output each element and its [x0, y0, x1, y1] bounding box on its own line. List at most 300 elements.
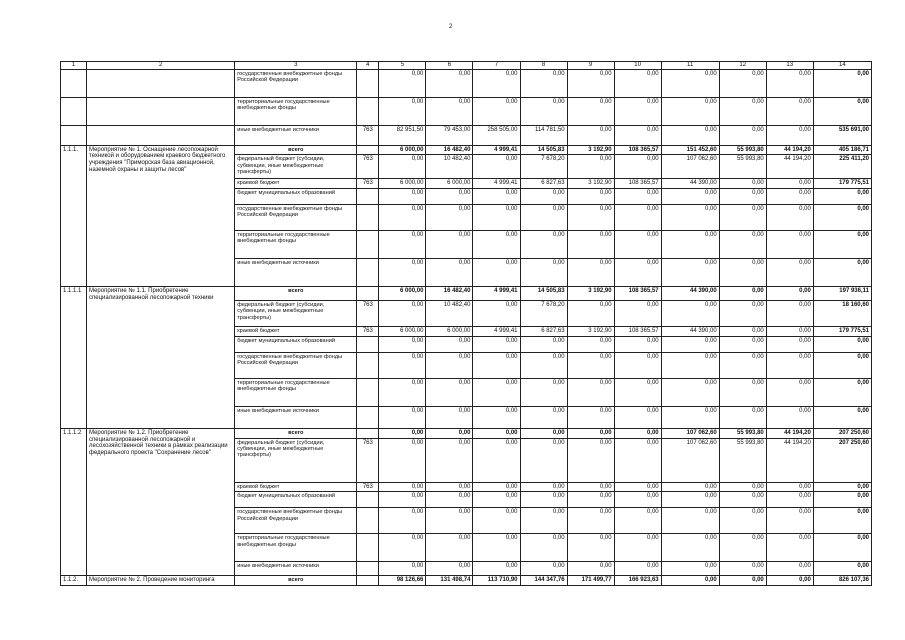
value-cell: 0,00 — [473, 508, 520, 534]
funding-source-cell: территориальные государственные внебюджетные фонды — [235, 534, 357, 562]
value-cell: 0,00 — [661, 189, 719, 205]
value-cell: 0,00 — [719, 179, 766, 189]
value-cell: 0,00 — [614, 492, 661, 508]
funding-source-cell: бюджет муниципальных образований — [235, 492, 357, 508]
value-cell: 108 365,57 — [614, 179, 661, 189]
funding-source-cell: иные внебюджетные источники — [235, 125, 357, 145]
total-value-cell: 0,00 — [813, 69, 871, 97]
budget-code-cell — [357, 145, 379, 155]
value-cell: 0,00 — [567, 189, 614, 205]
activity-name-cell: Мероприятие № 2. Проведение мониторинга — [87, 576, 235, 586]
column-header: 9 — [567, 62, 614, 70]
value-cell: 0,00 — [567, 406, 614, 428]
row-number-cell: 1.1.1.1 — [61, 287, 87, 429]
value-cell: 0,00 — [520, 69, 567, 97]
budget-code-cell — [357, 352, 379, 378]
value-cell: 0,00 — [567, 508, 614, 534]
budget-code-cell — [357, 406, 379, 428]
value-cell: 0,00 — [614, 482, 661, 492]
activity-name-cell — [87, 69, 235, 97]
value-cell: 6 000,00 — [379, 327, 426, 337]
funding-source-cell: бюджет муниципальных образований — [235, 189, 357, 205]
value-cell: 10 482,40 — [426, 155, 473, 179]
value-cell: 0,00 — [719, 327, 766, 337]
value-cell: 0,00 — [719, 492, 766, 508]
value-cell: 0,00 — [520, 508, 567, 534]
value-cell: 0,00 — [426, 438, 473, 482]
value-cell: 7 678,20 — [520, 155, 567, 179]
header-row — [61, 62, 872, 70]
value-cell: 0,00 — [766, 231, 813, 259]
funding-source-cell: всего — [235, 428, 357, 438]
value-cell: 151 452,60 — [661, 145, 719, 155]
value-cell: 0,00 — [379, 482, 426, 492]
total-value-cell: 0,00 — [813, 508, 871, 534]
value-cell: 0,00 — [766, 492, 813, 508]
funding-source-cell: территориальные государственные внебюджетные фонды — [235, 97, 357, 125]
table-body — [61, 69, 872, 585]
value-cell: 0,00 — [661, 231, 719, 259]
value-cell: 144 347,76 — [520, 576, 567, 586]
value-cell: 0,00 — [426, 259, 473, 287]
value-cell: 0,00 — [766, 97, 813, 125]
value-cell: 0,00 — [473, 428, 520, 438]
value-cell: 0,00 — [766, 189, 813, 205]
budget-code-cell: 763 — [357, 125, 379, 145]
value-cell: 0,00 — [473, 231, 520, 259]
total-value-cell: 0,00 — [813, 205, 871, 231]
column-header: 4 — [357, 62, 379, 70]
value-cell: 0,00 — [719, 189, 766, 205]
total-value-cell: 0,00 — [813, 336, 871, 352]
column-header: 7 — [473, 62, 520, 70]
value-cell: 0,00 — [719, 562, 766, 576]
activity-name-cell: Мероприятие № 1.1. Приобретение специализированной лесопожарной техники — [87, 287, 235, 429]
value-cell: 0,00 — [567, 378, 614, 406]
value-cell: 55 993,80 — [719, 145, 766, 155]
value-cell: 0,00 — [379, 492, 426, 508]
value-cell: 6 000,00 — [426, 179, 473, 189]
value-cell: 0,00 — [473, 336, 520, 352]
value-cell: 0,00 — [379, 562, 426, 576]
value-cell: 0,00 — [379, 428, 426, 438]
value-cell: 0,00 — [719, 352, 766, 378]
value-cell: 0,00 — [614, 352, 661, 378]
row-number-cell — [61, 97, 87, 125]
total-value-cell: 0,00 — [813, 492, 871, 508]
budget-code-cell — [357, 69, 379, 97]
value-cell: 166 923,63 — [614, 576, 661, 586]
column-header: 13 — [766, 62, 813, 70]
value-cell: 16 482,40 — [426, 287, 473, 301]
total-value-cell: 207 250,60 — [813, 438, 871, 482]
value-cell: 0,00 — [379, 301, 426, 327]
value-cell: 0,00 — [614, 378, 661, 406]
funding-source-cell: федеральный бюджет (субсидии, субвенции, иные межбюджетные трансферты) — [235, 438, 357, 482]
value-cell: 0,00 — [567, 155, 614, 179]
value-cell: 0,00 — [614, 562, 661, 576]
total-value-cell: 0,00 — [813, 406, 871, 428]
value-cell: 44 390,00 — [661, 327, 719, 337]
budget-code-cell: 763 — [357, 179, 379, 189]
value-cell: 44 194,20 — [766, 155, 813, 179]
budget-code-cell — [357, 428, 379, 438]
budget-code-cell: 763 — [357, 482, 379, 492]
funding-source-cell: всего — [235, 287, 357, 301]
value-cell: 108 365,57 — [614, 327, 661, 337]
value-cell: 0,00 — [766, 179, 813, 189]
value-cell: 0,00 — [520, 352, 567, 378]
value-cell: 0,00 — [567, 534, 614, 562]
value-cell: 0,00 — [567, 428, 614, 438]
value-cell: 0,00 — [719, 231, 766, 259]
value-cell: 0,00 — [567, 482, 614, 492]
value-cell: 0,00 — [379, 438, 426, 482]
value-cell: 0,00 — [614, 155, 661, 179]
value-cell: 0,00 — [719, 576, 766, 586]
row-number-cell — [61, 125, 87, 145]
total-value-cell: 207 250,60 — [813, 428, 871, 438]
value-cell: 0,00 — [661, 69, 719, 97]
value-cell: 4 999,41 — [473, 145, 520, 155]
value-cell: 3 192,90 — [567, 327, 614, 337]
value-cell: 258 505,00 — [473, 125, 520, 145]
value-cell: 0,00 — [614, 189, 661, 205]
value-cell: 0,00 — [379, 336, 426, 352]
value-cell: 0,00 — [426, 428, 473, 438]
value-cell: 0,00 — [614, 125, 661, 145]
value-cell: 0,00 — [379, 378, 426, 406]
value-cell: 0,00 — [520, 231, 567, 259]
value-cell: 0,00 — [426, 378, 473, 406]
budget-code-cell — [357, 189, 379, 205]
value-cell: 0,00 — [567, 562, 614, 576]
value-cell: 0,00 — [473, 259, 520, 287]
value-cell: 0,00 — [426, 189, 473, 205]
value-cell: 0,00 — [719, 482, 766, 492]
funding-source-cell: государственные внебюджетные фонды Российской Федерации — [235, 205, 357, 231]
value-cell: 0,00 — [614, 69, 661, 97]
value-cell: 0,00 — [766, 508, 813, 534]
value-cell: 0,00 — [661, 482, 719, 492]
value-cell: 3 192,90 — [567, 179, 614, 189]
value-cell: 6 000,00 — [379, 145, 426, 155]
value-cell: 0,00 — [766, 562, 813, 576]
value-cell: 0,00 — [520, 428, 567, 438]
page-number: 2 — [449, 24, 453, 30]
value-cell: 98 126,66 — [379, 576, 426, 586]
value-cell: 44 194,20 — [766, 428, 813, 438]
budget-code-cell — [357, 534, 379, 562]
column-header: 11 — [661, 62, 719, 70]
budget-code-cell — [357, 259, 379, 287]
value-cell: 0,00 — [426, 205, 473, 231]
value-cell: 0,00 — [766, 69, 813, 97]
value-cell: 0,00 — [567, 492, 614, 508]
table-row — [61, 97, 872, 125]
value-cell: 44 194,20 — [766, 438, 813, 482]
value-cell: 44 390,00 — [661, 287, 719, 301]
value-cell: 0,00 — [614, 534, 661, 562]
value-cell: 55 993,80 — [719, 155, 766, 179]
total-value-cell: 0,00 — [813, 259, 871, 287]
value-cell: 0,00 — [614, 231, 661, 259]
value-cell: 82 951,50 — [379, 125, 426, 145]
value-cell: 0,00 — [520, 406, 567, 428]
column-header: 1 — [61, 62, 87, 70]
total-value-cell: 0,00 — [813, 189, 871, 205]
value-cell: 108 365,57 — [614, 287, 661, 301]
budget-code-cell: 763 — [357, 155, 379, 179]
value-cell: 0,00 — [426, 97, 473, 125]
value-cell: 114 781,50 — [520, 125, 567, 145]
value-cell: 0,00 — [379, 508, 426, 534]
value-cell: 0,00 — [719, 508, 766, 534]
total-value-cell: 225 411,20 — [813, 155, 871, 179]
value-cell: 10 482,40 — [426, 301, 473, 327]
value-cell: 0,00 — [567, 69, 614, 97]
value-cell: 0,00 — [379, 352, 426, 378]
value-cell: 0,00 — [473, 301, 520, 327]
value-cell: 0,00 — [614, 508, 661, 534]
value-cell: 107 062,60 — [661, 428, 719, 438]
value-cell: 0,00 — [520, 562, 567, 576]
value-cell: 0,00 — [473, 438, 520, 482]
value-cell: 0,00 — [520, 438, 567, 482]
value-cell: 0,00 — [473, 406, 520, 428]
value-cell: 0,00 — [473, 562, 520, 576]
table-row-total — [61, 287, 872, 301]
value-cell: 0,00 — [661, 562, 719, 576]
total-value-cell: 0,00 — [813, 534, 871, 562]
value-cell: 0,00 — [426, 562, 473, 576]
value-cell: 0,00 — [661, 406, 719, 428]
value-cell: 0,00 — [614, 301, 661, 327]
value-cell: 0,00 — [567, 259, 614, 287]
funding-source-cell: бюджет муниципальных образований — [235, 336, 357, 352]
value-cell: 0,00 — [719, 336, 766, 352]
value-cell: 0,00 — [473, 482, 520, 492]
value-cell: 0,00 — [719, 205, 766, 231]
budget-code-cell: 763 — [357, 438, 379, 482]
value-cell: 0,00 — [719, 259, 766, 287]
value-cell: 0,00 — [661, 125, 719, 145]
value-cell: 0,00 — [661, 259, 719, 287]
budget-code-cell — [357, 287, 379, 301]
value-cell: 0,00 — [661, 301, 719, 327]
value-cell: 6 000,00 — [379, 287, 426, 301]
value-cell: 0,00 — [661, 534, 719, 562]
total-value-cell: 18 160,60 — [813, 301, 871, 327]
row-number-cell: 1.1.1. — [61, 145, 87, 286]
value-cell: 4 999,41 — [473, 179, 520, 189]
budget-code-cell: 763 — [357, 301, 379, 327]
value-cell: 0,00 — [766, 576, 813, 586]
value-cell: 0,00 — [473, 492, 520, 508]
value-cell: 0,00 — [766, 352, 813, 378]
value-cell: 0,00 — [766, 534, 813, 562]
value-cell: 0,00 — [473, 352, 520, 378]
funding-source-cell: федеральный бюджет (субсидии, субвенции, иные межбюджетные трансферты) — [235, 155, 357, 179]
funding-source-cell: всего — [235, 576, 357, 586]
value-cell: 0,00 — [719, 97, 766, 125]
value-cell: 0,00 — [766, 327, 813, 337]
value-cell: 107 062,60 — [661, 155, 719, 179]
value-cell: 6 827,63 — [520, 179, 567, 189]
row-number-cell — [61, 69, 87, 97]
value-cell: 0,00 — [766, 259, 813, 287]
total-value-cell: 826 107,36 — [813, 576, 871, 586]
budget-code-cell — [357, 562, 379, 576]
value-cell: 6 000,00 — [379, 179, 426, 189]
value-cell: 0,00 — [661, 97, 719, 125]
total-value-cell: 535 691,00 — [813, 125, 871, 145]
value-cell: 55 993,80 — [719, 438, 766, 482]
value-cell: 4 999,41 — [473, 327, 520, 337]
column-header: 3 — [235, 62, 357, 70]
total-value-cell: 0,00 — [813, 378, 871, 406]
funding-source-cell: государственные внебюджетные фонды Российской Федерации — [235, 508, 357, 534]
value-cell: 0,00 — [520, 336, 567, 352]
value-cell: 0,00 — [766, 287, 813, 301]
value-cell: 0,00 — [473, 69, 520, 97]
total-value-cell: 405 186,71 — [813, 145, 871, 155]
value-cell: 0,00 — [567, 438, 614, 482]
value-cell: 0,00 — [520, 189, 567, 205]
value-cell: 0,00 — [661, 492, 719, 508]
value-cell: 0,00 — [379, 205, 426, 231]
table-row — [61, 69, 872, 97]
budget-code-cell — [357, 231, 379, 259]
value-cell: 7 678,20 — [520, 301, 567, 327]
value-cell: 0,00 — [520, 482, 567, 492]
budget-code-cell — [357, 492, 379, 508]
row-number-cell: 1.1.2. — [61, 576, 87, 586]
value-cell: 0,00 — [426, 352, 473, 378]
value-cell: 0,00 — [379, 231, 426, 259]
total-value-cell: 179 775,51 — [813, 179, 871, 189]
value-cell: 0,00 — [426, 492, 473, 508]
value-cell: 108 365,57 — [614, 145, 661, 155]
value-cell: 0,00 — [379, 69, 426, 97]
funding-source-cell: краевой бюджет — [235, 482, 357, 492]
value-cell: 0,00 — [473, 155, 520, 179]
value-cell: 0,00 — [379, 406, 426, 428]
value-cell: 0,00 — [520, 97, 567, 125]
budget-code-cell — [357, 378, 379, 406]
value-cell: 0,00 — [379, 155, 426, 179]
budget-code-cell — [357, 336, 379, 352]
value-cell: 0,00 — [567, 97, 614, 125]
value-cell: 0,00 — [520, 205, 567, 231]
value-cell: 0,00 — [379, 259, 426, 287]
value-cell: 0,00 — [661, 576, 719, 586]
value-cell: 0,00 — [719, 69, 766, 97]
value-cell: 14 505,83 — [520, 145, 567, 155]
value-cell: 55 993,80 — [719, 428, 766, 438]
value-cell: 0,00 — [766, 482, 813, 492]
column-header: 8 — [520, 62, 567, 70]
value-cell: 0,00 — [766, 205, 813, 231]
column-header: 10 — [614, 62, 661, 70]
value-cell: 0,00 — [614, 438, 661, 482]
funding-source-cell: всего — [235, 145, 357, 155]
table-row — [61, 125, 872, 145]
total-value-cell: 0,00 — [813, 97, 871, 125]
value-cell: 0,00 — [520, 259, 567, 287]
funding-source-cell: государственные внебюджетные фонды Российской Федерации — [235, 352, 357, 378]
budget-code-cell — [357, 508, 379, 534]
value-cell: 0,00 — [567, 336, 614, 352]
activity-name-cell: Мероприятие № 1.2. Приобретение специализированной лесопожарной и лесохозяйственной техники в рамках реализации федерального проекта "Сохранение лесов" — [87, 428, 235, 575]
value-cell: 171 499,77 — [567, 576, 614, 586]
value-cell: 0,00 — [473, 189, 520, 205]
value-cell: 0,00 — [473, 205, 520, 231]
value-cell: 0,00 — [719, 534, 766, 562]
table-row-total — [61, 576, 872, 586]
value-cell: 0,00 — [379, 97, 426, 125]
value-cell: 0,00 — [520, 378, 567, 406]
activity-name-cell — [87, 125, 235, 145]
funding-source-cell: федеральный бюджет (субсидии, субвенции, иные межбюджетные трансферты) — [235, 301, 357, 327]
value-cell: 0,00 — [614, 205, 661, 231]
value-cell: 0,00 — [379, 534, 426, 562]
value-cell: 0,00 — [473, 97, 520, 125]
funding-source-cell: иные внебюджетные источники — [235, 259, 357, 287]
value-cell: 0,00 — [719, 125, 766, 145]
value-cell: 0,00 — [426, 406, 473, 428]
table-row-total — [61, 428, 872, 438]
total-value-cell: 0,00 — [813, 231, 871, 259]
value-cell: 0,00 — [766, 406, 813, 428]
value-cell: 0,00 — [426, 508, 473, 534]
value-cell: 0,00 — [567, 352, 614, 378]
value-cell: 0,00 — [426, 534, 473, 562]
value-cell: 0,00 — [661, 352, 719, 378]
value-cell: 0,00 — [520, 492, 567, 508]
budget-code-cell — [357, 576, 379, 586]
value-cell: 79 453,00 — [426, 125, 473, 145]
value-cell: 6 827,63 — [520, 327, 567, 337]
value-cell: 0,00 — [661, 336, 719, 352]
value-cell: 0,00 — [614, 97, 661, 125]
value-cell: 0,00 — [614, 336, 661, 352]
value-cell: 0,00 — [719, 378, 766, 406]
value-cell: 0,00 — [614, 259, 661, 287]
funding-source-cell: иные внебюджетные источники — [235, 562, 357, 576]
value-cell: 0,00 — [614, 428, 661, 438]
row-number-cell: 1.1.1.2 — [61, 428, 87, 575]
total-value-cell: 0,00 — [813, 482, 871, 492]
funding-source-cell: краевой бюджет — [235, 179, 357, 189]
funding-source-cell: государственные внебюджетные фонды Российской Федерации — [235, 69, 357, 97]
value-cell: 0,00 — [473, 534, 520, 562]
table-row-total — [61, 145, 872, 155]
funding-source-cell: краевой бюджет — [235, 327, 357, 337]
value-cell: 0,00 — [426, 69, 473, 97]
value-cell: 0,00 — [661, 378, 719, 406]
value-cell: 0,00 — [661, 508, 719, 534]
funding-source-cell: территориальные государственные внебюджетные фонды — [235, 378, 357, 406]
value-cell: 0,00 — [426, 482, 473, 492]
value-cell: 0,00 — [614, 406, 661, 428]
value-cell: 107 062,60 — [661, 438, 719, 482]
value-cell: 44 390,00 — [661, 179, 719, 189]
total-value-cell: 0,00 — [813, 562, 871, 576]
value-cell: 14 505,83 — [520, 287, 567, 301]
value-cell: 3 192,90 — [567, 287, 614, 301]
value-cell: 44 194,20 — [766, 145, 813, 155]
